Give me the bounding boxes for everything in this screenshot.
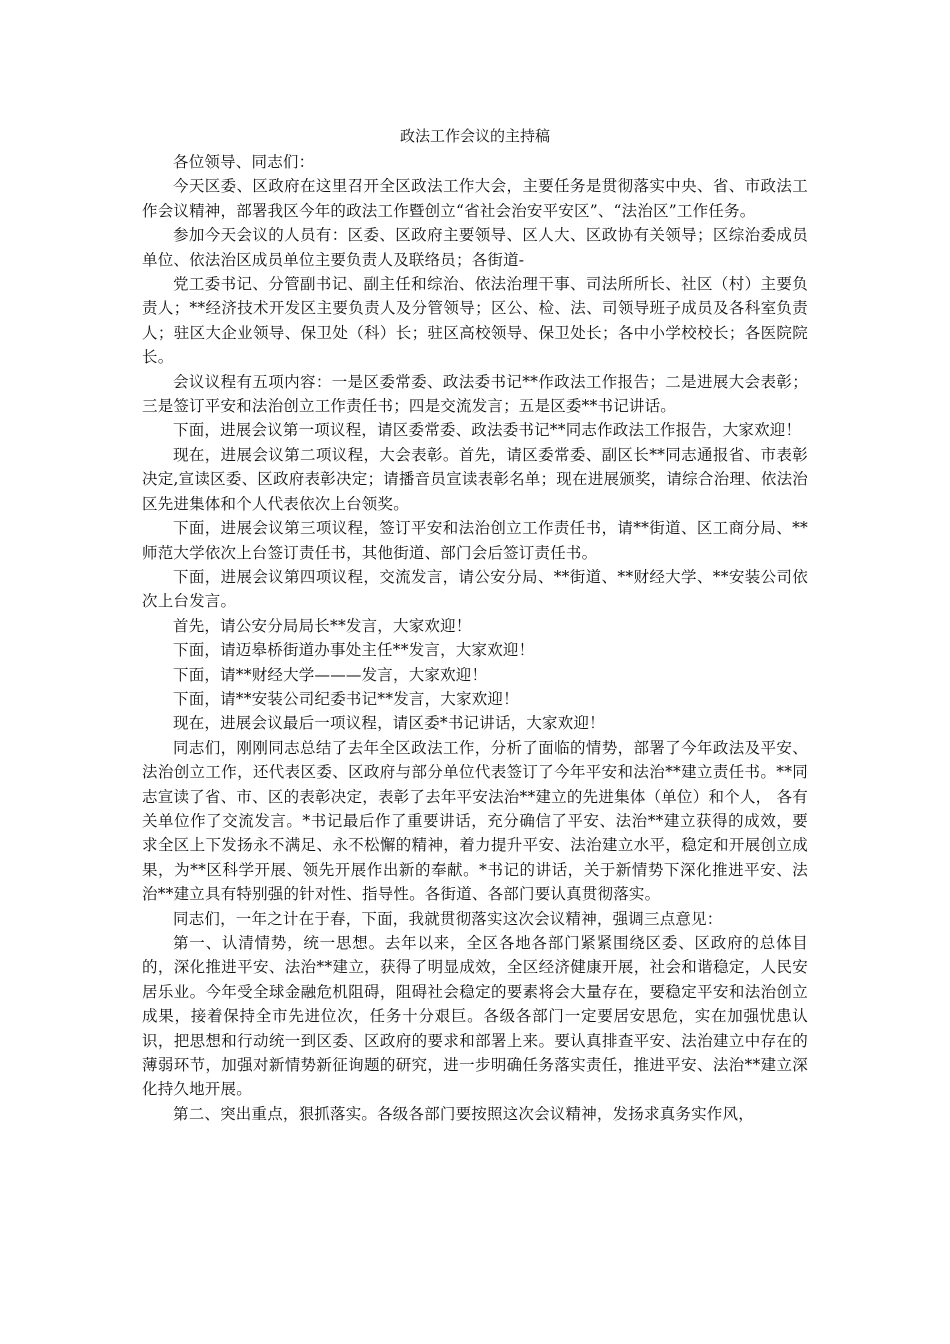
paragraph-item-1: 下面，进展会议第一项议程，请区委常委、政法委书记**同志作政法工作报告，大家欢迎！	[173, 421, 802, 440]
paragraph-speaker-2: 下面，请迈皋桥街道办事处主任**发言，大家欢迎！	[173, 641, 535, 660]
paragraph-speaker-1: 首先，请公安分局局长**发言，大家欢迎！	[173, 616, 472, 635]
paragraph-attendees: 参加今天会议的人员有：区委、区政府主要领导、区人大、区政协有关领导；区综治委成员单位、依法治区成员单位主要负责人及联络员；各街道-	[142, 226, 808, 269]
paragraph-item-3: 下面，进展会议第三项议程，签订平安和法治创立工作责任书，请**街道、区工商分局、**师范大学依次上台签订责任书，其他街道、部门会后签订责任书。	[142, 519, 808, 562]
paragraph-speaker-3: 下面，请**财经大学———发言，大家欢迎！	[173, 665, 488, 684]
paragraph-agenda: 会议议程有五项内容：一是区委常委、政法委书记**作政法工作报告；二是进展大会表彰；三是签订平安和法治创立工作责任书；四是交流发言；五是区委**书记讲话。	[142, 372, 808, 416]
paragraph-point-2: 第二、突出重点，狠抓落实。各级各部门要按照这次会议精神，发扬求真务实作风，	[173, 1104, 754, 1123]
paragraph-item-4: 下面，进展会议第四项议程，交流发言，请公安分局、**街道、**财经大学、**安装公司依次上台发言。	[142, 567, 808, 611]
document-page	[142, 124, 808, 1126]
paragraph-three-points: 同志们，一年之计在于春，下面，我就贯彻落实这次会议精神，强调三点意见：	[173, 909, 723, 928]
document-title: 政法工作会议的主持稿	[399, 127, 550, 145]
paragraph-item-5: 现在，进展会议最后一项议程，请区委*书记讲话，大家欢迎！	[173, 714, 605, 733]
paragraph-greeting: 各位领导、同志们：	[173, 153, 315, 171]
paragraph-intro: 今天区委、区政府在这里召开全区政法工作大会，主要任务是贯彻落实中央、省、市政法工作会议精神，部署我区今年的政法工作暨创立“省社会治安平安区”、“法治区”工作任务。	[142, 177, 808, 220]
paragraph-point-1: 第一、认清情势，统一思想。去年以来，全区各地各部门紧紧围绕区委、区政府的总体目的，深化推进平安、法治**建立，获得了明显成效，全区经济健康开展，社会和谐稳定，人民安居乐业。今年受全球金融危机阻碍，阻碍社会稳定的要素将会大量存在，要稳定平安和法治创立成果，接着保持全市先进位次，任务十分艰巨。各级各部门一定要居安思危，实在加强忧患认识，把思想和行动统一到区委、区政府的要求和部署上来。要认真排查平安、法治建立中存在的薄弱环节，加强对新情势新征询题的研究，进一步明确任务落实责任，推进平安、法治**建立深化持久地开展。	[142, 934, 808, 1099]
paragraph-item-2: 现在，进展会议第二项议程，大会表彰。首先，请区委常委、副区长**同志通报省、市表彰决定,宣读区委、区政府表彰决定；请播音员宣读表彰名单；现在进展颁奖，请综合治理、依法治区先进集体和个人代表依次上台领奖。	[142, 445, 808, 513]
paragraph-summary: 同志们，刚刚同志总结了去年全区政法工作，分析了面临的情势，部署了今年政法及平安、法治创立工作，还代表区委、区政府与部分单位代表签订了今年平安和法治**建立责任书。**同志宣读了省、市、区的表彰决定，表彰了去年平安法治**建立的先进集体（单位）和个人， 各有关单位作了交流发言。*书记最后作了重要讲话，充分确信了平安、法治**建立获得的成效，要求全区上下发扬永不满足、永不松懈的精神，着力提升平安、法治建立水平，稳定和开展创立成果，为**区科学开展、领先开展作出新的奉献。*书记的讲话，关于新情势下深化推进平安、法治**建立具有特别强的针对性、指导性。各街道、各部门要认真贯彻落实。	[142, 738, 808, 904]
paragraph-speaker-4: 下面，请**安装公司纪委书记**发言，大家欢迎！	[173, 689, 519, 708]
paragraph-attendees-cont: 党工委书记、分管副书记、副主任和综治、依法治理干事、司法所所长、社区（村）主要负责人；**经济技术开发区主要负责人及分管领导；区公、检、法、司领导班子成员及各科室负责人；驻区大企业领导、保卫处（科）长；驻区高校领导、保卫处长；各中小学校校长；各医院院长。	[142, 275, 808, 367]
